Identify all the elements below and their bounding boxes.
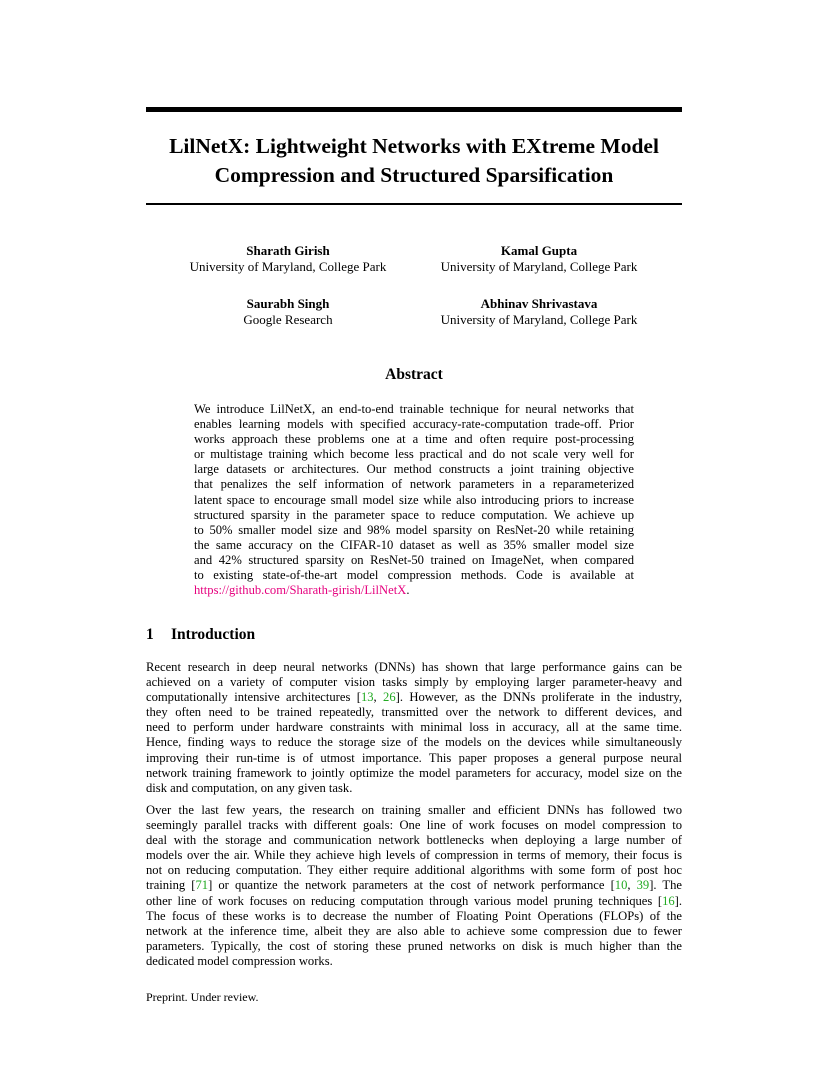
text-run: , xyxy=(627,878,637,893)
abstract-line: latent space to encourage small model size while also introducing priors to increase xyxy=(194,492,634,507)
author-block xyxy=(158,296,418,328)
author-name: Kamal Gupta xyxy=(500,243,578,258)
text-run: ]. However, as the DNNs proliferate in the industry, xyxy=(395,690,683,705)
abstract-line: the same accuracy on the CIFAR-10 dataset as well as 35% smaller model size xyxy=(194,537,634,552)
text-run: training [ xyxy=(146,878,196,893)
paragraph-line: improving their run-time is of utmost importance. This paper proposes a general purpose neural xyxy=(146,750,682,765)
abstract-line: structured sparsity in the parameter space to reduce computation. We achieve up xyxy=(194,507,634,522)
author-name: Abhinav Shrivastava xyxy=(480,296,598,311)
paragraph-line: dedicated model compression works. xyxy=(146,953,333,968)
paragraph-line: models over the air. While they achieve high levels of compression in terms of memory, their focus is xyxy=(146,848,682,863)
paragraph-line: need to perform under hardware constraints with minimal loss in accuracy, all at the same time. xyxy=(146,720,682,735)
author-block xyxy=(409,243,669,275)
paragraph-line: disk and computation, on any given task. xyxy=(146,780,353,795)
citation-link[interactable]: 71 xyxy=(195,878,209,893)
section-heading-introduction xyxy=(146,625,255,645)
citation-link[interactable]: 39 xyxy=(636,878,650,893)
abstract-line: to existing state-of-the-art model compression methods. Code is available at xyxy=(194,568,634,583)
text-run: ]. The xyxy=(649,878,683,893)
section-number: 1 xyxy=(146,626,154,643)
paragraph-line: achieved on a variety of computer vision tasks simply by employing larger parameter-heavy and xyxy=(146,675,682,690)
paragraph-line: deal with the storage and communication network bottlenecks when deploying a large number of xyxy=(146,833,682,848)
preprint-footer: Preprint. Under review. xyxy=(146,990,259,1004)
author-affiliation: University of Maryland, College Park xyxy=(440,259,638,274)
author-block xyxy=(158,243,418,275)
title-top-rule xyxy=(146,107,682,112)
code-link[interactable]: https://github.com/Sharath-girish/LilNetX xyxy=(194,583,407,598)
title-line-2: Compression and Structured Sparsification xyxy=(214,163,614,187)
abstract-line: or multistage training which become less practical and do not scale very well for xyxy=(194,447,634,462)
title-bottom-rule xyxy=(146,203,682,205)
abstract-heading: Abstract xyxy=(385,366,443,383)
abstract-line: enables learning models with specified accuracy-rate-computation trade-off. Prior xyxy=(194,417,634,432)
paragraph-line: network at the inference time, albeit they are also able to achieve some compression due to fewer xyxy=(146,923,682,938)
paragraph-line xyxy=(146,878,682,893)
paper-title xyxy=(146,132,682,190)
paragraph-line: parameters. Typically, the cost of storing these pruned networks on disk is much higher than the xyxy=(146,938,682,953)
abstract-line: works approach these problems one at a time and often require post-processing xyxy=(194,432,634,447)
paragraph-line: Recent research in deep neural networks (DNNs) has shown that large performance gains can be xyxy=(146,660,682,674)
paragraph-line: Over the last few years, the research on training smaller and efficient DNNs has followed two xyxy=(146,803,682,817)
citation-link[interactable]: 10 xyxy=(614,878,628,893)
paragraph-line: network training framework to jointly optimize the model parameters for accuracy, model size on the xyxy=(146,765,682,780)
author-affiliation: University of Maryland, College Park xyxy=(440,312,638,327)
abstract-line xyxy=(194,583,634,598)
author-affiliation: University of Maryland, College Park xyxy=(189,259,387,274)
paragraph-line: they often need to be trained repeatedly, transmitted over the network to different devices, and xyxy=(146,705,682,720)
abstract-line: We introduce LilNetX, an end-to-end trainable technique for neural networks that xyxy=(194,402,634,416)
text-run: other line of work focuses on reducing computation through various model pruning techniques [ xyxy=(146,893,663,908)
paragraph-line: seemingly parallel tracks with different goals: One line of work focuses on model compression to xyxy=(146,818,682,833)
citation-link[interactable]: 16 xyxy=(662,893,675,908)
citation-link[interactable]: 26 xyxy=(383,690,396,705)
author-name: Saurabh Singh xyxy=(246,296,330,311)
author-affiliation: Google Research xyxy=(243,312,333,327)
intro-paragraph-1 xyxy=(146,660,682,796)
abstract-line: that penalizes the self information of network parameters in a reparameterized xyxy=(194,477,634,492)
abstract-body xyxy=(194,402,634,598)
title-line-1: LilNetX: Lightweight Networks with EXtreme Model xyxy=(169,134,659,158)
text-run: , xyxy=(373,690,384,705)
paragraph-line xyxy=(146,894,682,909)
paragraph-line: Hence, finding ways to reduce the storage size of the models on the devices while simultaneously xyxy=(146,735,682,750)
text-run: ] or quantize the network parameters at the cost of network performance [ xyxy=(208,878,615,893)
citation-link[interactable]: 13 xyxy=(360,690,374,705)
abstract-line: and 42% structured sparsity on ResNet-50 trained on ImageNet, when compared xyxy=(194,552,634,567)
paragraph-line: The focus of these works is to decrease the number of Floating Point Operations (FLOPs) of the xyxy=(146,908,682,923)
intro-paragraph-2 xyxy=(146,803,682,969)
author-block xyxy=(409,296,669,328)
text-run: computationally intensive architectures [ xyxy=(146,690,361,705)
abstract-period: . xyxy=(406,583,410,598)
paragraph-line xyxy=(146,690,682,705)
abstract-line: to 50% smaller model size and 98% model sparsity on ResNet-20 while retaining xyxy=(194,522,634,537)
text-run: ]. xyxy=(674,893,682,908)
paragraph-line: not on reducing computation. They either require additional algorithms with some form of post hoc xyxy=(146,863,682,878)
section-title: Introduction xyxy=(171,626,256,643)
author-name: Sharath Girish xyxy=(246,243,330,258)
abstract-line: large datasets or architectures. Our method constructs a joint training objective xyxy=(194,462,634,477)
